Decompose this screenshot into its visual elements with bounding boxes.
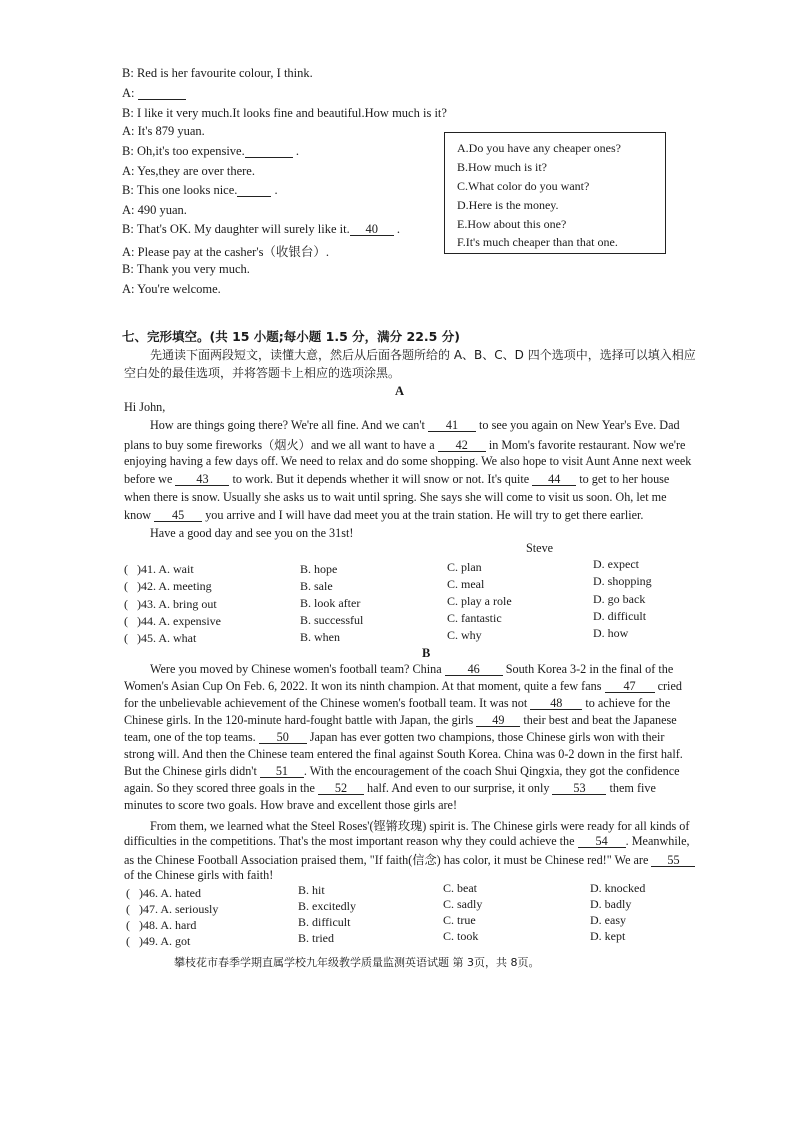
option-d[interactable]: D. badly <box>590 897 632 911</box>
option-d: D.Here is the money. <box>457 198 559 212</box>
option-a[interactable]: )46. A. hated <box>139 886 201 900</box>
option-c[interactable]: C. play a role <box>447 594 512 608</box>
option-a[interactable]: )47. A. seriously <box>139 902 219 916</box>
option-b[interactable]: B. sale <box>300 579 333 593</box>
question-row: ( )42. A. meeting <box>124 579 212 593</box>
option-b[interactable]: B. look after <box>300 596 361 610</box>
option-a[interactable]: A. expensive <box>158 614 221 628</box>
instruction: 先通读下面两段短文，读懂大意，然后从后面各题所给的 A、B、C、D 四个选项中，选择可以填入相应 <box>150 348 696 362</box>
option-d[interactable]: D. kept <box>590 929 626 943</box>
signature: Steve <box>526 541 554 555</box>
cloze-blank[interactable]: 49 <box>476 714 520 727</box>
passage-line: From them, we learned what the Steel Roses'(铿锵玫瑰) spirit is. The Chinese girls were ready for all kinds of <box>150 819 690 833</box>
option-c[interactable]: C. plan <box>447 560 482 574</box>
dialogue-line: A: 490 yuan. <box>122 203 187 217</box>
cloze-blank[interactable]: 45 <box>154 509 202 522</box>
option-b[interactable]: B. hit <box>298 883 325 897</box>
passage-line: plans to buy some fireworks（烟火）and we all want to have a 42 in Mom's favorite restaurant. Now we're <box>124 438 686 452</box>
cloze-blank[interactable]: 42 <box>438 439 486 452</box>
instruction: 空白处的最佳选项，并将答题卡上相应的选项涂黑。 <box>124 366 401 380</box>
passage-line: minutes to score two goals. How brave and excellent those girls are! <box>124 798 458 812</box>
option-e: E.How about this one? <box>457 217 567 231</box>
option-c[interactable]: C. fantastic <box>447 611 502 625</box>
option-a[interactable]: A. wait <box>158 562 194 576</box>
option-d[interactable]: D. how <box>593 626 629 640</box>
dialogue-line: B: This one looks nice. . <box>122 183 278 197</box>
passage-line: when there is snow. Usually she asks us to wait until spring. She says she will come to visit us soon. Oh, let me <box>124 490 667 504</box>
dialogue-line: B: That's OK. My daughter will surely like it. 40 . <box>122 222 400 236</box>
dialogue-line: B: Oh,it's too expensive. . <box>122 144 299 158</box>
option-c[interactable]: C. took <box>443 929 479 943</box>
answer-blank[interactable] <box>245 145 293 158</box>
option-a[interactable]: )49. A. got <box>139 934 191 948</box>
cloze-blank[interactable]: 46 <box>445 663 503 676</box>
option-c: C.What color do you want? <box>457 179 590 193</box>
passage-line: know 45 you arrive and I will have dad meet you at the train station. He will try to get there earlier. <box>124 508 644 522</box>
passage-line: for the unbelievable achievement of the Chinese women's football team. It was not 48 to achieve for the <box>124 696 671 710</box>
option-b[interactable]: B. tried <box>298 931 334 945</box>
option-a: A.Do you have any cheaper ones? <box>457 141 621 155</box>
option-a[interactable]: )48. A. hard <box>139 918 197 932</box>
dialogue-line: A: Yes,they are over there. <box>122 164 255 178</box>
option-d[interactable]: D. go back <box>593 592 646 606</box>
option-b[interactable]: B. successful <box>300 613 364 627</box>
cloze-blank[interactable]: 48 <box>530 697 582 710</box>
dialogue-line: B: I like it very much.It looks fine and beautiful.How much is it? <box>122 106 447 120</box>
answer-blank[interactable] <box>237 184 271 197</box>
option-d[interactable]: D. shopping <box>593 574 652 588</box>
option-b[interactable]: B. when <box>300 630 340 644</box>
option-c[interactable]: C. meal <box>447 577 485 591</box>
answer-blank[interactable] <box>138 87 186 100</box>
page-footer: 攀枝花市春季学期直属学校九年级教学质量监测英语试题 第 3页，共 8页。 <box>174 956 540 969</box>
passage-line: team, one of the top teams. 50 Japan has ever gotten two champions, those Chinese girls won with their <box>124 730 665 744</box>
passage-line: But the Chinese girls didn't 51 . With the encouragement of the coach Shui Qingxia, they got the confidence <box>124 764 680 778</box>
cloze-blank[interactable]: 50 <box>259 731 307 744</box>
passage-line: as the Chinese Football Association praised them, "If faith(信念) has color, it must be Chinese red!" We are 55 <box>124 851 695 868</box>
dialogue-line: B: Thank you very much. <box>122 262 250 276</box>
option-a[interactable]: A. bring out <box>158 597 217 611</box>
greeting: Hi John, <box>124 400 166 414</box>
question-row: ( )45. A. what <box>124 631 197 645</box>
section-heading: 七、完形填空。(共 15 小题;每小题 1.5 分，满分 22.5 分) <box>122 329 460 344</box>
passage-line: again. So they scored three goals in the 52 half. And even to our surprise, it only 53 them five <box>124 781 656 795</box>
option-b[interactable]: B. excitedly <box>298 899 356 913</box>
passage-label: A <box>395 384 405 398</box>
dialogue-line: B: Red is her favourite colour, I think. <box>122 66 313 80</box>
cloze-blank[interactable]: 54 <box>578 835 626 848</box>
passage-line: before we 43 to work. But it depends whether it will snow or not. It's quite 44 to get to her house <box>124 472 670 486</box>
option-c[interactable]: C. why <box>447 628 482 642</box>
question-row: ( )46. A. hated <box>126 886 201 900</box>
option-f: F.It's much cheaper than that one. <box>457 235 618 249</box>
cloze-blank[interactable]: 44 <box>532 473 576 486</box>
option-b: B.How much is it? <box>457 160 547 174</box>
option-b[interactable]: B. hope <box>300 562 338 576</box>
dialogue-line: A: Please pay at the casher's（收银台）. <box>122 245 330 259</box>
passage-line: of the Chinese girls with faith! <box>124 868 274 882</box>
option-a[interactable]: A. meeting <box>158 579 212 593</box>
passage-line: strong will. And then the Chinese team entered the final against South Korea. China was 0-2 down in the first half. <box>124 747 683 761</box>
question-row: ( )41. A. wait <box>124 562 194 576</box>
passage-line: Women's Asian Cup On Feb. 6, 2022. It won its ninth champion. At that moment, quite a few fans 47 cried <box>124 679 682 693</box>
passage-label: B <box>422 646 431 660</box>
cloze-blank[interactable]: 53 <box>552 782 606 795</box>
passage-line: difficulties in the competitions. That's the most important reason why they could achieve the 54 . Meanwhile, <box>124 834 690 848</box>
option-b[interactable]: B. difficult <box>298 915 351 929</box>
cloze-blank[interactable]: 51 <box>260 765 304 778</box>
dialogue-line: A: It's 879 yuan. <box>122 124 205 138</box>
dialogue-line: A: You're welcome. <box>122 282 221 296</box>
option-d[interactable]: D. expect <box>593 557 639 571</box>
option-c[interactable]: C. sadly <box>443 897 483 911</box>
option-c[interactable]: C. true <box>443 913 476 927</box>
passage-line: Were you moved by Chinese women's football team? China 46 South Korea 3-2 in the final of the <box>150 662 674 676</box>
cloze-blank[interactable]: 41 <box>428 419 476 432</box>
options-box <box>444 132 666 254</box>
question-row: ( )44. A. expensive <box>124 614 221 628</box>
question-row: ( )48. A. hard <box>126 918 197 932</box>
question-row: ( )47. A. seriously <box>126 902 219 916</box>
option-d[interactable]: D. easy <box>590 913 626 927</box>
question-row: ( )49. A. got <box>126 934 191 948</box>
answer-blank[interactable]: 40 <box>350 223 394 236</box>
dialogue-line: A: <box>122 86 186 101</box>
passage-line: Chinese girls. In the 120-minute hard-fought battle with Japan, the girls 49 their best and beat the Japanese <box>124 713 677 727</box>
cloze-blank[interactable]: 47 <box>605 680 655 693</box>
option-d[interactable]: D. difficult <box>593 609 647 623</box>
cloze-blank[interactable]: 43 <box>175 473 229 486</box>
option-c[interactable]: C. beat <box>443 881 477 895</box>
cloze-blank[interactable]: 52 <box>318 782 364 795</box>
option-a[interactable]: A. what <box>158 631 197 645</box>
question-row: ( )43. A. bring out <box>124 597 217 611</box>
passage-line: How are things going there? We're all fine. And we can't 41 to see you again on New Year's Eve. Dad <box>150 418 680 432</box>
option-d[interactable]: D. knocked <box>590 881 646 895</box>
cloze-blank[interactable]: 55 <box>651 854 695 867</box>
passage-line: enjoying having a few days off. We need to relax and do some shopping. We also hope to visit Aunt Anne next week <box>124 454 692 468</box>
passage-line: Have a good day and see you on the 31st! <box>150 526 354 540</box>
